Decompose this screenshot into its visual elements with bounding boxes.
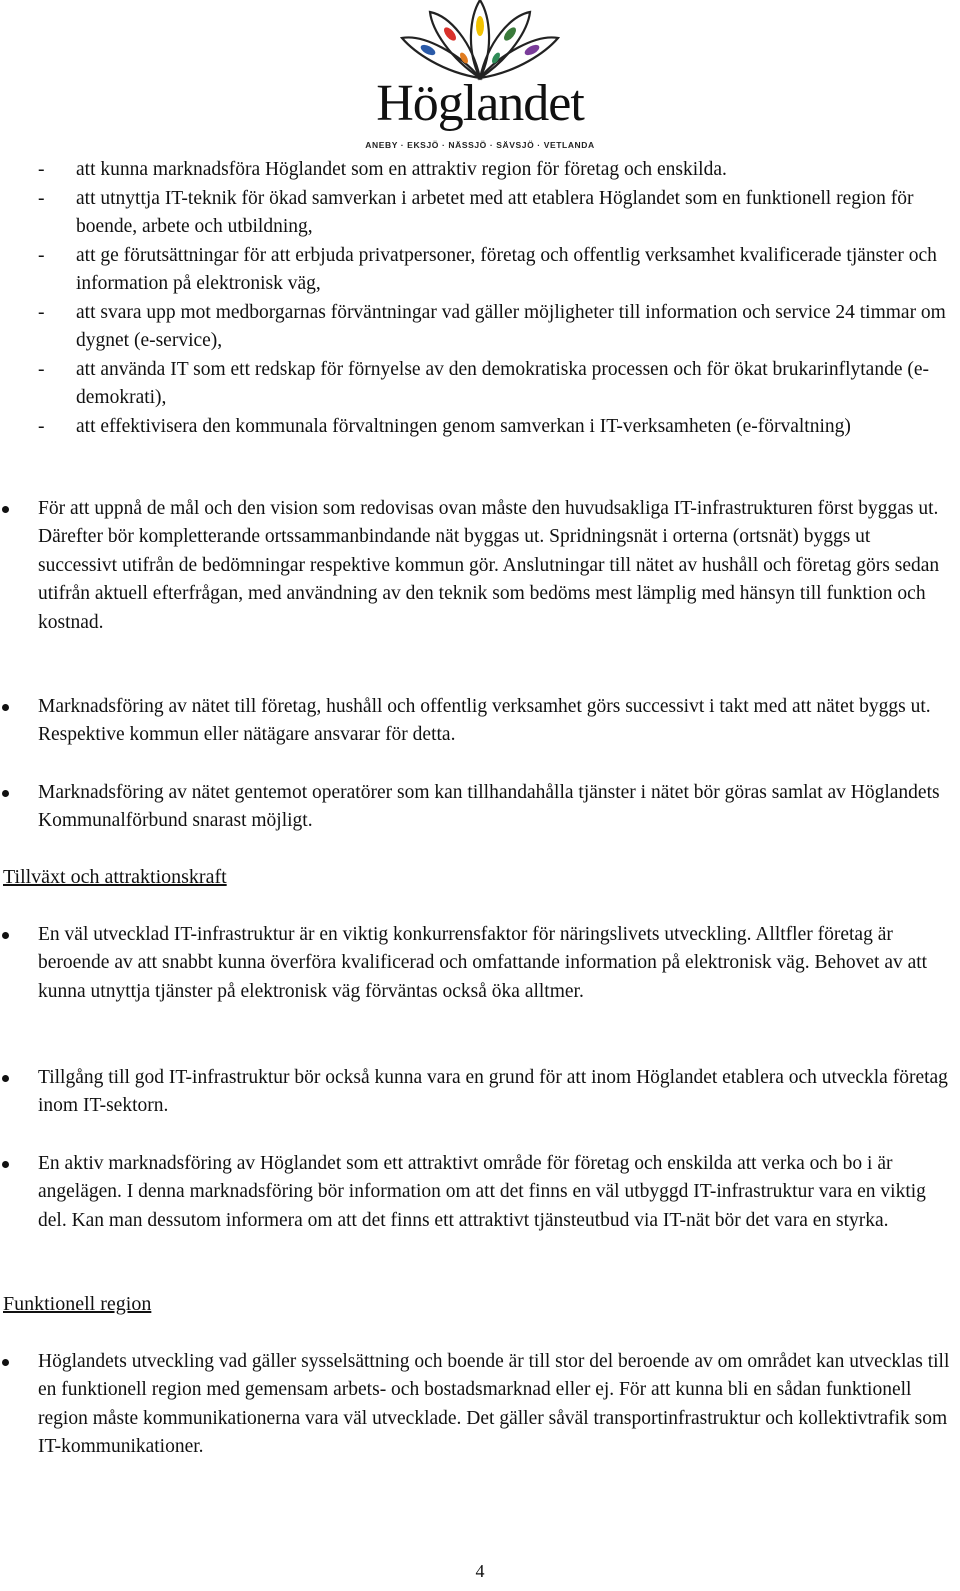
bullet-item <box>0 1150 960 1235</box>
bullet-text: Höglandets utveckling vad gäller sysselsättning och boende är till stor del beroende av om området kan utvecklas till en funktionell region med gemensam arbets- och bostadsmarknad eller ej. För att kunna bli en sådan funktionell region måste kommunikationerna vara väl utvecklade. Det gäller såväl transportinfrastruktur och kollektivtrafik som IT-kommunikationer. <box>38 1351 950 1458</box>
bullet-icon <box>2 790 9 797</box>
dash-marker: - <box>38 159 45 180</box>
dash-item-text: att effektivisera den kommunala förvaltningen genom samverkan i IT-verksamheten (e-förvaltning) <box>76 415 851 437</box>
logo-towns: ANEBY · EKSJÖ · NÄSSJÖ · SÄVSJÖ · VETLANDA <box>365 140 595 150</box>
bullet-list-1 <box>0 495 960 637</box>
bullet-icon <box>2 1359 9 1366</box>
dash-item <box>0 185 960 242</box>
dash-item-text: att kunna marknadsföra Höglandet som en attraktiv region för företag och enskilda. <box>76 159 727 180</box>
dash-item-text: att använda IT som ett redskap för förnyelse av den demokratiska processen och för ökat brukarinflytande (e-demokrati), <box>76 358 929 408</box>
bullet-list-1c <box>0 779 960 836</box>
bullet-text: En aktiv marknadsföring av Höglandet som ett attraktivt område för företag och enskilda att verka och bo i är angelägen. I denna marknadsföring bör information om att det finns en väl utbyggd IT-infrastruktur vara en viktig del. Kan man dessutom informera om att det finns ett attraktivt tjänsteutbud via IT-nät bör det vara en styrka. <box>38 1153 926 1231</box>
dash-item <box>0 242 960 299</box>
section-heading-growth: Tillväxt och attraktionskraft <box>3 866 227 888</box>
bullet-icon <box>2 1075 9 1082</box>
dash-marker: - <box>38 301 45 323</box>
bullet-text: Marknadsföring av nätet till företag, hushåll och offentlig verksamhet görs successivt i takt med att nätet byggs ut. Respektive kommun eller nätägare ansvarar för detta. <box>38 696 931 746</box>
dash-item <box>0 156 960 185</box>
dash-item <box>0 356 960 413</box>
bullet-icon <box>2 932 9 939</box>
bullet-icon <box>2 704 9 711</box>
bullet-text: Tillgång till god IT-infrastruktur bör också kunna vara en grund för att inom Höglandet etablera och utveckla företag inom IT-sektorn. <box>38 1067 948 1117</box>
bullet-icon <box>2 1161 9 1168</box>
bullet-item <box>0 921 960 1006</box>
bullet-list-2c <box>0 1150 960 1235</box>
dash-item-text: att utnyttja IT-teknik för ökad samverkan i arbetet med att etablera Höglandet som en funktionell region för boende, arbete och utbildning, <box>76 187 914 237</box>
dash-marker: - <box>38 244 45 266</box>
bullet-item <box>0 779 960 836</box>
page-number: 4 <box>475 1561 485 1581</box>
bullet-list-1b <box>0 693 960 750</box>
bullet-item <box>0 1348 960 1462</box>
bullet-text: Marknadsföring av nätet gentemot operatörer som kan tillhandahålla tjänster i nätet bör göras samlat av Höglandets Kommunalförbund snarast möjligt. <box>38 782 940 832</box>
dash-item-text: att ge förutsättningar för att erbjuda privatpersoner, företag och offentlig verksamhet kvalificerade tjänster och information på elektronisk väg, <box>76 244 937 294</box>
bullet-icon <box>2 506 9 513</box>
bullet-list-2a <box>0 921 960 1006</box>
hoglandet-logo <box>345 0 615 158</box>
bullet-list-3 <box>0 1348 960 1462</box>
bullet-item <box>0 693 960 750</box>
dash-marker: - <box>38 187 45 209</box>
bullet-text: För att uppnå de mål och den vision som redovisas ovan måste den huvudsakliga IT-infrastrukturen först byggas ut. Därefter bör kompletterande ortssammanbindande nät byggas ut. Spridningsnät i orterna (ortsnät) byggs ut successivt utifrån de bedömningar respektive kommun gör. Anslutningar till nätet av hushåll och företag görs sedan utifrån aktuell efterfrågan, med användning av den teknik som bedöms mest lämplig med hänsyn till funktion och kostnad. <box>38 498 940 633</box>
bullet-text: En väl utvecklad IT-infrastruktur är en viktig konkurrensfaktor för näringslivets utveckling. Alltfler företag är beroende av att snabbt kunna överföra kvalificerad och omfattande information på elektronisk väg. Behovet av att kunna utnyttja tjänster på elektronisk väg förväntas också öka alltmer. <box>38 924 928 1002</box>
bullet-item <box>0 495 960 637</box>
logo-name: Höglandet <box>376 75 584 132</box>
bullet-item <box>0 1064 960 1121</box>
dash-marker: - <box>38 358 45 380</box>
goals-dash-list <box>0 156 960 441</box>
section-heading-functional-region: Funktionell region <box>3 1293 152 1315</box>
dash-item-text: att svara upp mot medborgarnas förväntningar vad gäller möjligheter till information och service 24 timmar om dygnet (e-service), <box>76 301 946 351</box>
dash-item <box>0 413 960 442</box>
dash-marker: - <box>38 415 45 437</box>
dash-item <box>0 299 960 356</box>
bullet-list-2b <box>0 1064 960 1121</box>
